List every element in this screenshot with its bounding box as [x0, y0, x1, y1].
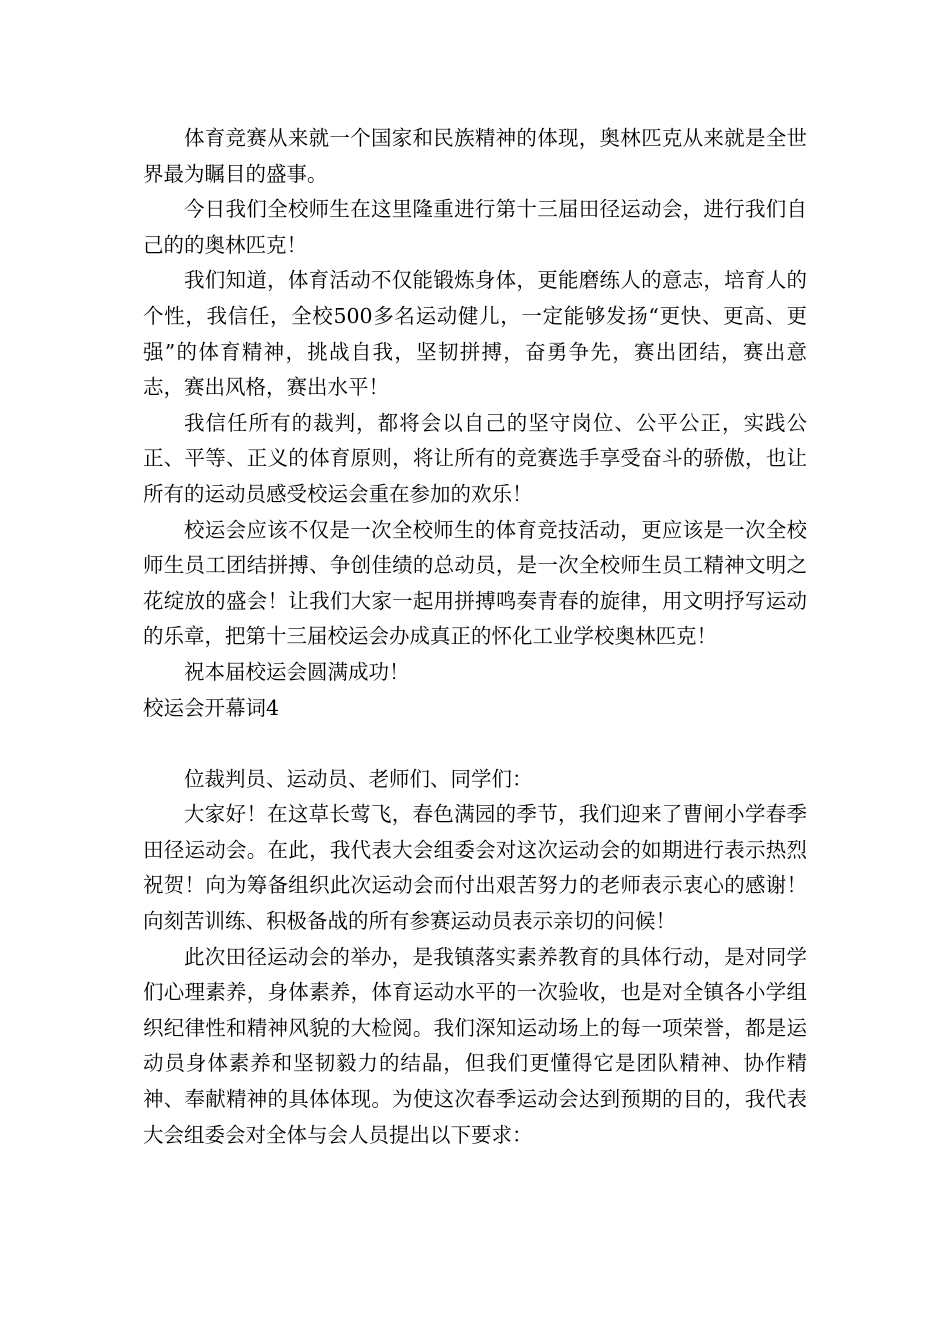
paragraph-olympic-spirit: 体育竞赛从来就一个国家和民族精神的体现，奥林匹克从来就是全世界最为瞩目的盛事。 — [143, 126, 807, 186]
paragraph-school-games-meaning: 校运会应该不仅是一次全校师生的体育竞技活动，更应该是一次全校师生员工团结拼搏、争创佳绩的总动员，是一次全校师生员工精神文明之花绽放的盛会！让我们大家一起用拼搏鸣奏青春的旋律，用文明抒写运动的乐章，把第十三届校运会办成真正的怀化工业学校奥林匹克！ — [143, 517, 807, 649]
paragraph-welcome: 大家好！在这草长莺飞，春色满园的季节，我们迎来了曹闸小学春季田径运动会。在此，我代表大会组委会对这次运动会的如期进行表示热烈祝贺！向为筹备组织此次运动会而付出艰苦努力的老师表示衷心的感谢！向刻苦训练、积极备战的所有参赛运动员表示亲切的问候！ — [143, 802, 807, 934]
paragraph-requirements-intro: 此次田径运动会的举办，是我镇落实素养教育的具体行动，是对同学们心理素养，身体素养，体育运动水平的一次验收，也是对全镇各小学组织纪律性和精神风貌的大检阅。我们深知运动场上的每一项荣誉，都是运动员身体素养和坚韧毅力的结晶，但我们更懂得它是团队精神、协作精神、奉献精神的具体体现。为使这次春季运动会达到预期的目的，我代表大会组委会对全体与会人员提出以下要求： — [143, 944, 807, 1147]
greeting-line: 位裁判员、运动员、老师们、同学们： — [184, 766, 533, 791]
blank-line — [143, 726, 807, 762]
document-body — [143, 121, 807, 1153]
paragraph-athletes-spirit: 我们知道，体育活动不仅能锻炼身体，更能磨练人的意志，培育人的个性，我信任，全校500多名运动健儿，一定能够发扬“更快、更高、更强”的体育精神，挑战自我，坚韧拼搏，奋勇争先，赛出团结，赛出意志，赛出风格，赛出水平！ — [143, 268, 807, 400]
paragraph-referees: 我信任所有的裁判，都将会以自己的坚守岗位、公平公正，实践公正、平等、正义的体育原则，将让所有的竞赛选手享受奋斗的骄傲，也让所有的运动员感受校运会重在参加的欢乐！ — [143, 410, 807, 506]
section-heading: 校运会开幕词4 — [143, 695, 280, 720]
paragraph-closing-wish: 祝本届校运会圆满成功！ — [184, 659, 410, 684]
paragraph-opening-announcement: 今日我们全校师生在这里隆重进行第十三届田径运动会，进行我们自己的的奥林匹克！ — [143, 197, 807, 257]
